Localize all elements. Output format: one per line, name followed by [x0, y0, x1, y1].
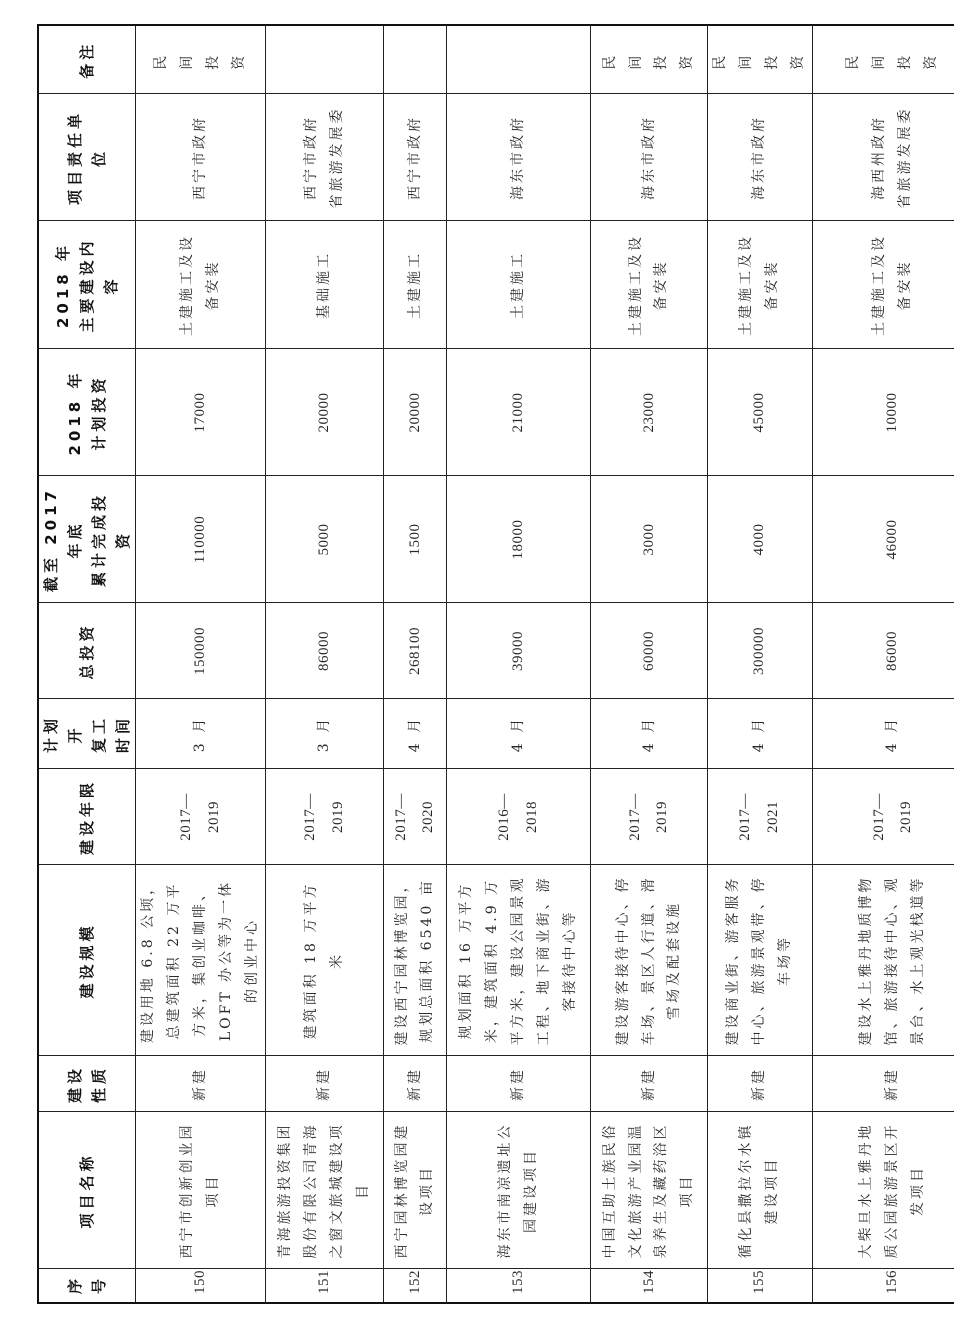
cell-total: 86000: [266, 603, 384, 699]
cell-plan2018: 20000: [266, 349, 384, 476]
cell-name: 青海旅游投资集团股份有限公司青海之窗文旅城建设项目: [266, 1112, 384, 1269]
header-completed-line1: 截至 2017 年底: [42, 487, 84, 592]
cell-seq: 153: [447, 1269, 591, 1303]
cell-plan2018: 17000: [136, 349, 266, 476]
header-content2018: [38, 221, 136, 349]
cell-period: 2017—2019: [591, 769, 708, 865]
cell-remark: 民间投资: [708, 25, 813, 94]
header-nature-line1: 建设: [66, 1065, 84, 1104]
cell-seq: 156: [813, 1269, 954, 1303]
table-row: [591, 25, 708, 1303]
table-row: [813, 25, 954, 1303]
header-unit: 项目责任单位: [38, 94, 136, 221]
cell-seq: 154: [591, 1269, 708, 1303]
header-completed: [38, 476, 136, 603]
cell-start: 4 月: [708, 699, 813, 769]
cell-content2018: 土建施工及设备安装: [136, 221, 266, 349]
cell-start: 4 月: [384, 699, 447, 769]
cell-remark: 民间投资: [813, 25, 954, 94]
unit-line: 省旅游发展委: [328, 106, 345, 209]
header-start: [38, 699, 136, 769]
cell-seq: 155: [708, 1269, 813, 1303]
cell-total: 39000: [447, 603, 591, 699]
cell-scale: 建设水上雅丹地质博物馆、旅游接待中心、观景台、水上观光栈道等: [813, 865, 954, 1056]
cell-period: 2017—2019: [266, 769, 384, 865]
unit-line: 西宁市政府: [303, 115, 320, 200]
cell-nature: 新建: [447, 1056, 591, 1112]
unit-line: 海东市政府: [640, 115, 657, 200]
cell-name: 中国互助土族民俗文化旅游产业园温泉养生及藏药浴区项目: [591, 1112, 708, 1269]
cell-period: 2017—2021: [708, 769, 813, 865]
cell-unit: [708, 94, 813, 221]
cell-content2018: 土建施工及设备安装: [591, 221, 708, 349]
cell-nature: 新建: [384, 1056, 447, 1112]
unit-line: 西宁市政府: [406, 115, 423, 200]
cell-period: 2017—2020: [384, 769, 447, 865]
header-plan2018-line2: 计划投资: [90, 374, 108, 451]
cell-completed: 18000: [447, 476, 591, 603]
unit-line: 省旅游发展委: [897, 106, 914, 209]
table-body: [136, 25, 954, 1303]
header-nature: [38, 1056, 136, 1112]
cell-completed: 5000: [266, 476, 384, 603]
unit-line: 海东市政府: [510, 115, 526, 200]
cell-remark: 民间投资: [591, 25, 708, 94]
cell-start: 4 月: [591, 699, 708, 769]
cell-nature: 新建: [266, 1056, 384, 1112]
cell-name: 大柴旦水上雅丹地质公园旅游景区开发项目: [813, 1112, 954, 1269]
header-seq-line2: 号: [90, 1274, 108, 1294]
cell-completed: 110000: [136, 476, 266, 603]
cell-completed: 3000: [591, 476, 708, 603]
cell-scale: 建设游客接待中心、停车场、景区人行道、滑雪场及配套设施: [591, 865, 708, 1056]
cell-nature: 新建: [813, 1056, 954, 1112]
cell-name: 西宁园林博览园建设项目: [384, 1112, 447, 1269]
cell-name: 循化县撒拉尔水镇建设项目: [708, 1112, 813, 1269]
cell-period: 2016—2018: [447, 769, 591, 865]
cell-total: 268100: [384, 603, 447, 699]
cell-seq: 152: [384, 1269, 447, 1303]
cell-seq: 151: [266, 1269, 384, 1303]
header-content2018-line1: 2018 年: [54, 242, 72, 328]
cell-content2018: 基础施工: [266, 221, 384, 349]
cell-total: 60000: [591, 603, 708, 699]
cell-content2018: 土建施工: [384, 221, 447, 349]
cell-name: 西宁市创新创业园项目: [136, 1112, 266, 1269]
cell-start: 4 月: [813, 699, 954, 769]
header-remark: 备注: [38, 25, 136, 94]
cell-completed: 4000: [708, 476, 813, 603]
cell-remark: [447, 25, 591, 94]
cell-plan2018: 23000: [591, 349, 708, 476]
cell-plan2018: 20000: [384, 349, 447, 476]
header-plan2018: [38, 349, 136, 476]
table-row: [384, 25, 447, 1303]
table-row: [136, 25, 266, 1303]
cell-plan2018: 45000: [708, 349, 813, 476]
cell-remark: [266, 25, 384, 94]
table-row: [266, 25, 384, 1303]
header-period: 建设年限: [38, 769, 136, 865]
cell-nature: 新建: [708, 1056, 813, 1112]
cell-period: 2017—2019: [136, 769, 266, 865]
header-name: 项目名称: [38, 1112, 136, 1269]
cell-unit: [813, 94, 954, 221]
cell-plan2018: 21000: [447, 349, 591, 476]
cell-unit: [266, 94, 384, 221]
cell-start: 3 月: [136, 699, 266, 769]
cell-total: 300000: [708, 603, 813, 699]
cell-content2018: 土建施工: [447, 221, 591, 349]
header-start-line2: 复工时间: [90, 715, 132, 754]
header-start-line1: 计划开: [42, 715, 84, 754]
cell-seq: 150: [136, 1269, 266, 1303]
cell-content2018: 土建施工及设备安装: [708, 221, 813, 349]
table-row: [708, 25, 813, 1303]
header-scale: 建设规模: [38, 865, 136, 1056]
cell-total: 86000: [813, 603, 954, 699]
cell-content2018: 土建施工及设备安装: [813, 221, 954, 349]
cell-total: 150000: [136, 603, 266, 699]
cell-name: 海东市南凉遗址公园建设项目: [447, 1112, 591, 1269]
cell-period: 2017—2019: [813, 769, 954, 865]
cell-completed: 1500: [384, 476, 447, 603]
cell-scale: 建设西宁园林博览园，规划总面积 6540 亩: [384, 865, 447, 1056]
cell-unit: [447, 94, 591, 221]
header-nature-line2: 性质: [90, 1065, 108, 1104]
cell-nature: 新建: [591, 1056, 708, 1112]
rotated-document-page: [37, 26, 940, 1304]
cell-plan2018: 10000: [813, 349, 954, 476]
header-completed-line2: 累计完成投资: [90, 492, 132, 588]
cell-start: 4 月: [447, 699, 591, 769]
cell-scale: 建筑面积 18 万平方米: [266, 865, 384, 1056]
cell-scale: 规划面积 16 万平方米，建筑面积 4.9 万平方米，建设公园景观工程、地下商业街、游客接待中心等: [447, 865, 591, 1056]
cell-unit: [136, 94, 266, 221]
header-row: [38, 25, 136, 1303]
header-seq-line1: 序: [66, 1274, 84, 1294]
cell-remark: 民间投资: [136, 25, 266, 94]
table-row: [447, 25, 591, 1303]
cell-nature: 新建: [136, 1056, 266, 1112]
unit-line: 西宁市政府: [191, 115, 208, 200]
unit-line: 海东市政府: [751, 115, 768, 200]
header-content2018-line2: 主要建设内容: [78, 237, 120, 333]
project-table: [37, 24, 954, 1304]
cell-scale: 建设用地 6.8 公顷，总建筑面积 22 万平方米，集创业咖啡、LOFT 办公等为一体的创业中心: [136, 865, 266, 1056]
cell-unit: [591, 94, 708, 221]
header-seq: [38, 1269, 136, 1303]
cell-scale: 建设商业街、游客服务中心、旅游景观带、停车场等: [708, 865, 813, 1056]
cell-start: 3 月: [266, 699, 384, 769]
header-total: 总投资: [38, 603, 136, 699]
cell-completed: 46000: [813, 476, 954, 603]
cell-remark: [384, 25, 447, 94]
unit-line: 海西州政府: [871, 115, 888, 200]
cell-unit: [384, 94, 447, 221]
header-plan2018-line1: 2018 年: [66, 369, 84, 456]
